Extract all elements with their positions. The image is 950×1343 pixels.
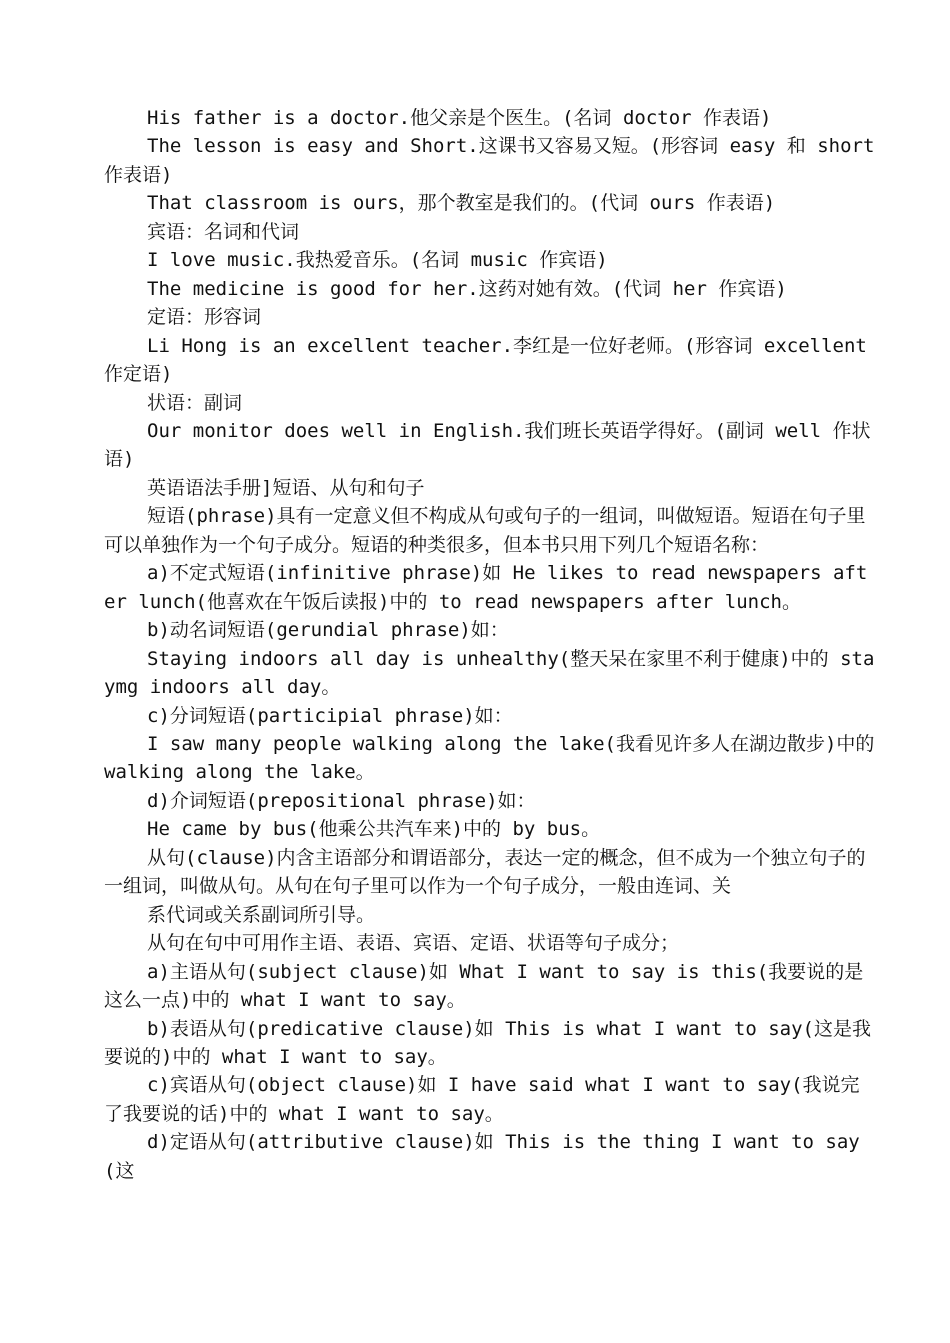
paragraph: d)定语从句(attributive clause)如 This is the thing I want to say(这 (104, 1131, 860, 1182)
paragraph: a)主语从句(subject clause)如 What I want to say is this(我要说的是这么一点)中的 what I want to say。 (104, 960, 864, 1012)
paragraph: c)宾语从句(object clause)如 I have said what I want to say(我说完了我要说的话)中的 what I want to say。 (104, 1074, 860, 1125)
paragraph: 状语：副词 (147, 391, 243, 414)
paragraph: Staying indoors all day is unhealthy(整天呆在家里不利于健康)中的 staymg indoors all day。 (104, 647, 875, 699)
paragraph: I saw many people walking along the lake(我看见许多人在湖边散步)中的 walking along the lake。 (104, 732, 875, 784)
paragraph: 定语：形容词 (147, 306, 262, 329)
paragraph: 从句(clause)内含主语部分和谓语部分，表达一定的概念，但不成为一个独立句子的一组词，叫做从句。从句在句子里可以作为一个句子成分，一般由连词、关 (104, 846, 866, 898)
paragraph: 从句在句中可用作主语、表语、宾语、定语、状语等句子成分； (147, 932, 680, 955)
paragraph: I love music.我热爱音乐。(名词 music 作宾语) (147, 249, 608, 272)
paragraph: Li Hong is an excellent teacher.李红是一位好老师。(形容词 excellent 作定语) (104, 334, 867, 386)
paragraph: b)表语从句(predicative clause)如 This is what I want to say(这是我要说的)中的 what I want to say。 (104, 1017, 871, 1068)
paragraph: 英语语法手册]短语、从句和句子 (147, 476, 425, 499)
paragraph: His father is a doctor.他父亲是个医生。(名词 doctor 作表语) (147, 107, 772, 129)
paragraph: He came by bus(他乘公共汽车来)中的 by bus。 (147, 818, 601, 841)
paragraph: 系代词或关系副词所引导。 (147, 903, 376, 926)
paragraph: 短语(phrase)具有一定意义但不构成从句或句子的一组词，叫做短语。短语在句子里可以单独作为一个句子成分。短语的种类很多，但本书只用下列几个短语名称： (104, 505, 866, 556)
paragraph: 宾语：名词和代词 (147, 220, 300, 243)
paragraph: c)分词短语(participial phrase)如： (147, 704, 513, 727)
paragraph: Our monitor does well in English.我们班长英语学得好。(副词 well 作状语) (104, 419, 871, 471)
paragraph: a)不定式短语(infinitive phrase)如 He likes to read newspapers after lunch(他喜欢在午饭后读报)中的 to read newspapers after lunch。 (104, 562, 868, 613)
paragraph: The lesson is easy and Short.这课书又容易又短。(形容词 easy 和 short 作表语) (104, 135, 875, 186)
document-body (104, 104, 876, 1185)
paragraph: b)动名词短语(gerundial phrase)如： (147, 619, 509, 642)
paragraph: That classroom is ours，那个教室是我们的。(代词 ours 作表语) (147, 192, 776, 215)
paragraph: d)介词短语(prepositional phrase)如： (147, 789, 536, 812)
paragraph: The medicine is good for her.这药对她有效。(代词 her 作宾语) (147, 277, 787, 300)
